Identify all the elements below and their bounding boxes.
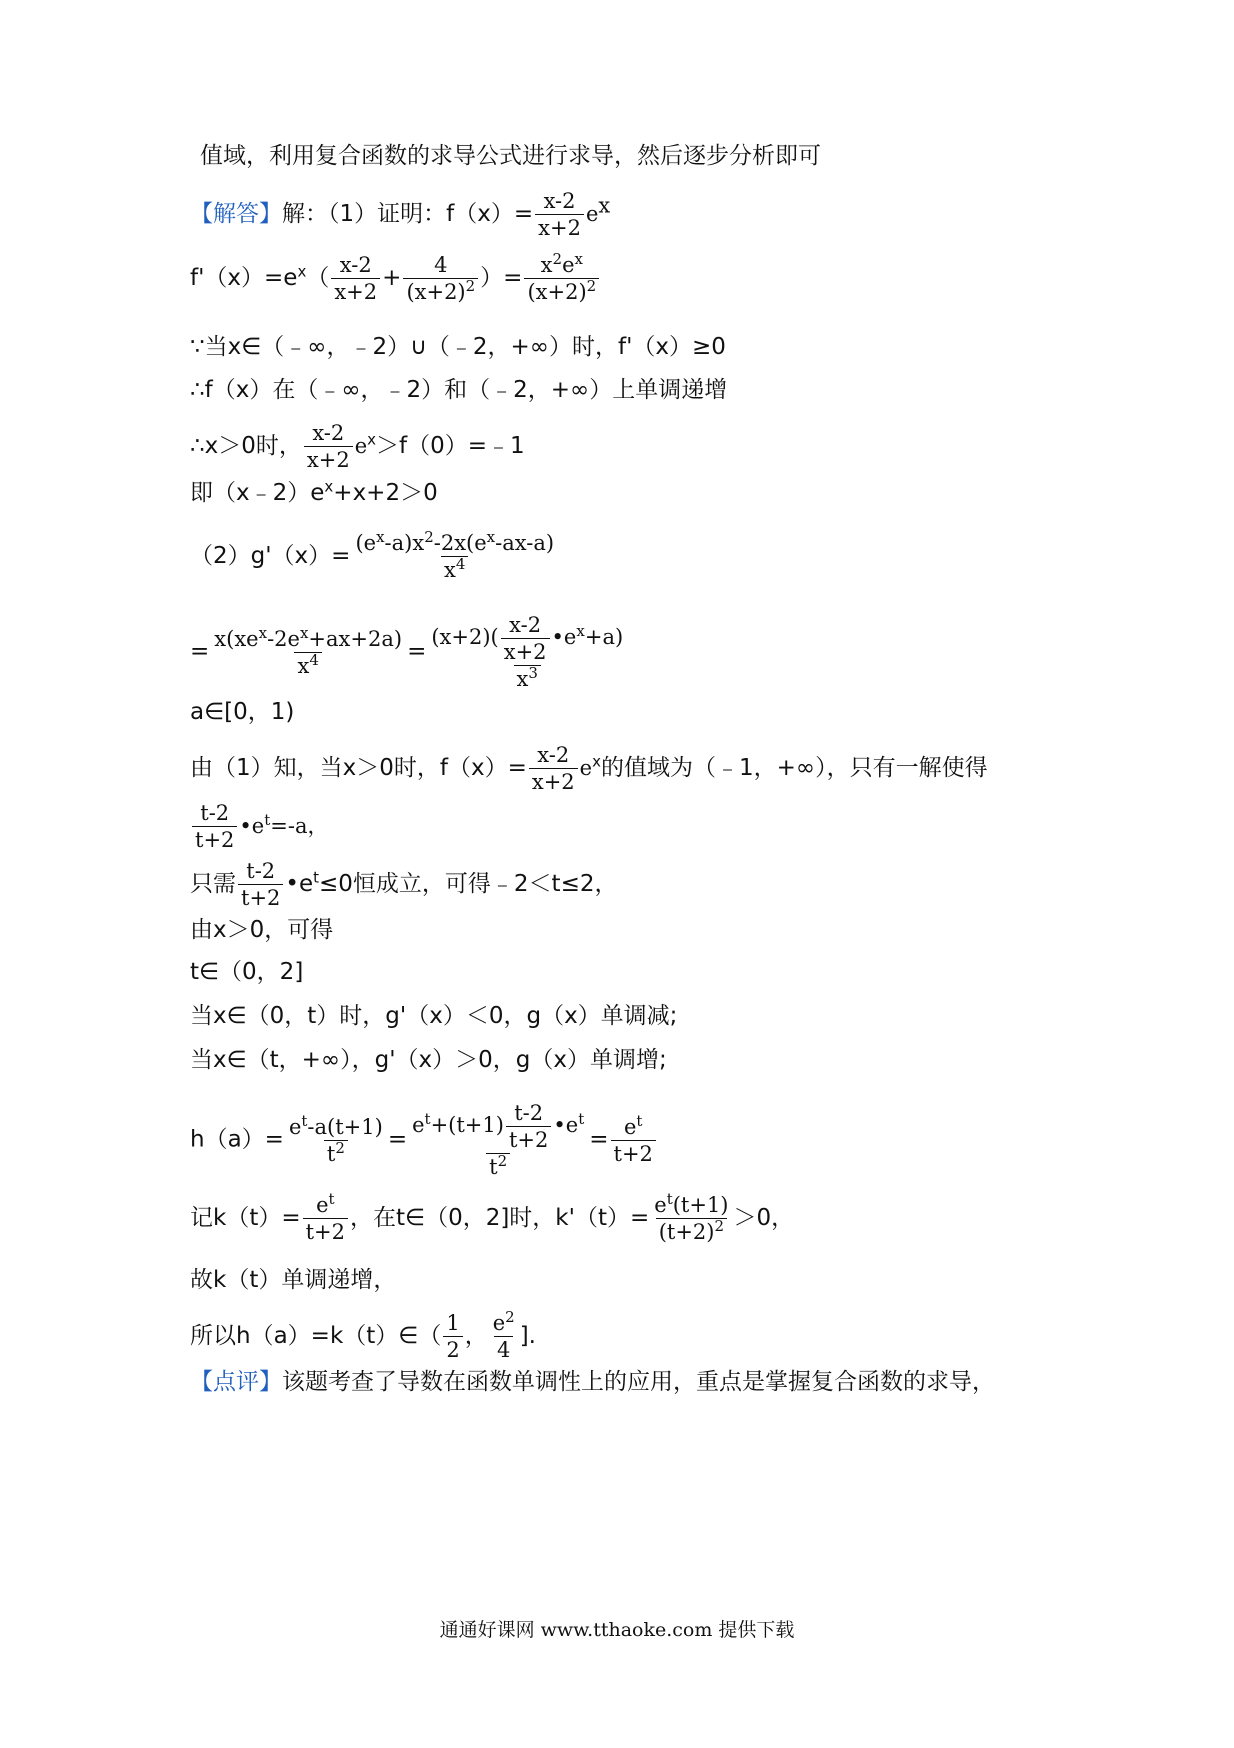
- text-line: 只需 $\frac{t-2}{t+2}$ $•e^t\le 0$恒成立，可得﹣2＜t≤2，: [190, 859, 618, 910]
- fraction: $\frac{e^t}{t+2}$: [611, 1114, 656, 1167]
- fraction: $\frac{e^t}{t+2}$: [303, 1192, 348, 1245]
- text-line: $\frac{t-2}{t+2}$ $•e^t=-a$，: [190, 800, 328, 853]
- h-line: h（a）= $\frac{e^t-a(t+1)}{t^2}$ = $e^t+(t+1)$ $\frac{t-2}{t+2}$ $•e^t$ $t^2$ = $\frac{e^t}{t+2}$: [190, 1100, 658, 1180]
- fraction: $\frac{x-2}{x+2}$: [535, 188, 584, 241]
- fraction: $\frac{x-2}{x+2}$: [331, 252, 380, 305]
- text-line: 由x＞0，可得: [190, 917, 334, 943]
- fraction: $\frac{1}{2}$: [443, 1310, 462, 1363]
- derivative-line: $f'(x)=e^x$（ $\frac{x-2}{x+2}$ + $\frac{4}{(x+2)^2}$ ）= $\frac{x^2e^x}{(x+2)^2}$: [190, 252, 601, 305]
- g-derivative-line: （2）g'（x）= $\frac{(e^x-a)x^2-2x(e^x-ax-a)}{x^4}$: [190, 530, 559, 583]
- text-line: 值域，利用复合函数的求导公式进行求导，然后逐步分析即可: [200, 143, 821, 169]
- text-line: 由（1）知，当x＞0时，f（x）= $\frac{x-2}{x+2}$ $e^x$的值域为（﹣1，+∞），只有一解使得: [190, 743, 988, 794]
- text-line: ∴x＞0时， $\frac{x-2}{x+2}$ $e^x>f(0)=﹣1$: [190, 421, 525, 472]
- text-line: 即$(x﹣2)e^x+x+2>0$: [190, 477, 438, 506]
- text-line: 所以h（a）=k（t）∈（ $\frac{1}{2}$ ， $\frac{e^2}{4}$ ].: [190, 1308, 536, 1362]
- fraction: (x+2)( $\frac{x-2}{x+2}$ $•e^x+a$) $x^3$: [431, 613, 624, 691]
- footer: 通通好课网 www.tthaoke.com 提供下载: [439, 1619, 795, 1641]
- text-line: ∴f（x）在（﹣∞，﹣2）和（﹣2，+∞）上单调递增: [190, 377, 728, 403]
- fraction: $\frac{(e^x-a)x^2-2x(e^x-ax-a)}{x^4}$: [355, 528, 555, 582]
- fraction: $e^t+(t+1)$ $\frac{t-2}{t+2}$ $•e^t$ $t^2$: [412, 1101, 585, 1179]
- comment-line: [190, 1367, 995, 1397]
- text-line: 当x∈（t，+∞），g'（x）＞0，g（x）单调增;: [190, 1047, 667, 1073]
- fraction: $x(xe^x-2e^x+ax+2a)$ $x^4$: [214, 623, 403, 678]
- fraction: $\frac{x-2}{x+2}$: [529, 742, 578, 795]
- text-line: a∈[0，1): [190, 699, 295, 725]
- fraction: $\frac{e^2}{4}$: [492, 1308, 515, 1362]
- fraction: $\frac{x^2e^x}{(x+2)^2}$: [524, 252, 599, 305]
- comment-text: 该题考查了导数在函数单调性上的应用，重点是掌握复合函数的求导，: [282, 1369, 995, 1395]
- fraction: $\frac{t-2}{t+2}$: [238, 858, 283, 911]
- fraction: $\frac{e^t-a(t+1)}{t^2}$: [288, 1111, 383, 1166]
- answer-tag: 【解答】: [190, 201, 282, 227]
- fraction: $\frac{t-2}{t+2}$: [192, 800, 237, 853]
- text-line: ∵当x∈（﹣∞，﹣2）∪（﹣2，+∞）时，f'（x）≥0: [190, 334, 726, 360]
- text-line: t∈（0，2]: [190, 959, 304, 985]
- answer-line: 【解答】解：（1）证明：f（x）= $\frac{x-2}{x+2}$ $e^x$: [190, 189, 611, 240]
- text-line: 故k（t）单调递增，: [190, 1267, 397, 1293]
- k-line: 记k（t）= $\frac{e^t}{t+2}$ ，在t∈（0，2]时，k'（t）= $\frac{e^t(t+1)}{(t+2)^2}$ ＞0，: [190, 1190, 795, 1244]
- comment-tag: 【点评】: [190, 1369, 282, 1395]
- fraction: $\frac{x-2}{x+2}$: [304, 420, 353, 473]
- answer-text: 解：（1）证明：f（x）=: [282, 201, 534, 227]
- text-line: 当x∈（0，t）时，g'（x）＜0，g（x）单调减;: [190, 1003, 678, 1029]
- fraction: $\frac{4}{(x+2)^2}$: [403, 252, 478, 305]
- fraction: $\frac{e^t(t+1)}{(t+2)^2}$: [654, 1190, 729, 1244]
- g-derivative-line-2: = $x(xe^x-2e^x+ax+2a)$ $x^4$ = (x+2)( $\frac{x-2}{x+2}$ $•e^x+a$) $x^3$: [190, 612, 628, 692]
